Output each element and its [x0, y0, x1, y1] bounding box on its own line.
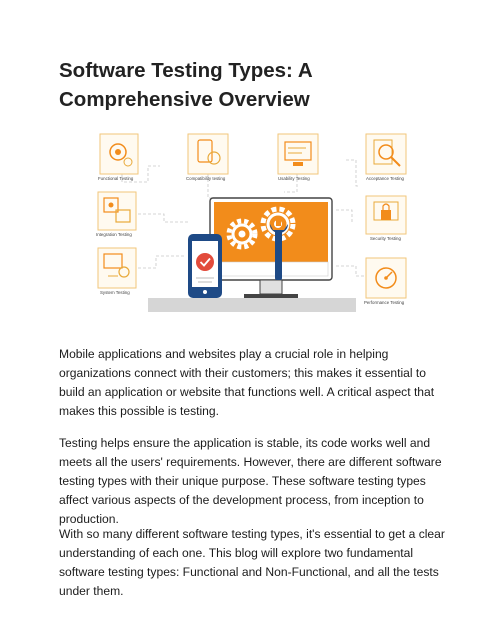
monitor-icon	[210, 198, 332, 298]
usability-testing-icon	[278, 134, 318, 174]
integration-testing-label: Integration Testing	[96, 232, 132, 237]
intro-paragraph: Mobile applications and websites play a crucial role in helping organizations connect with their customers; this makes it essential to build an application or website that functions well. A critical aspect that makes this possible is testing.	[59, 347, 435, 418]
testing-purpose-paragraph: Testing helps ensure the application is stable, its code works well and meets all the users' requirements. However, there are different software testing types with their unique purpose. These software testing types affect various aspects of the development process, from inception to production.	[59, 436, 442, 526]
compatibility-testing-label: Compatibility testing	[186, 176, 226, 181]
usability-testing-label: Usability Testing	[278, 176, 310, 181]
system-testing-label: System Testing	[100, 290, 130, 295]
security-testing-icon	[366, 196, 406, 234]
functional-testing-icon	[100, 134, 138, 174]
compatibility-testing-icon	[188, 134, 228, 174]
integration-testing-icon	[98, 192, 136, 230]
testing-types-illustration	[88, 126, 414, 316]
system-testing-icon	[98, 248, 136, 288]
page-title: Software Testing Types: A Comprehensive Overview	[59, 59, 312, 111]
performance-testing-label: Performance Testing	[364, 300, 405, 305]
smartphone-icon	[188, 234, 222, 298]
acceptance-testing-icon	[366, 134, 406, 174]
acceptance-testing-label: Acceptance Testing	[366, 176, 404, 181]
security-testing-label: Security Testing	[370, 236, 401, 241]
performance-testing-icon	[366, 258, 406, 298]
functional-testing-label: Functional Testing	[98, 176, 134, 181]
blog-overview-paragraph: With so many different software testing types, it's essential to get a clear understanding of each one. This blog will explore two fundamental software testing types: Functional and Non-Functional, and all the tests under them.	[59, 527, 445, 598]
floor-shadow	[148, 298, 356, 312]
